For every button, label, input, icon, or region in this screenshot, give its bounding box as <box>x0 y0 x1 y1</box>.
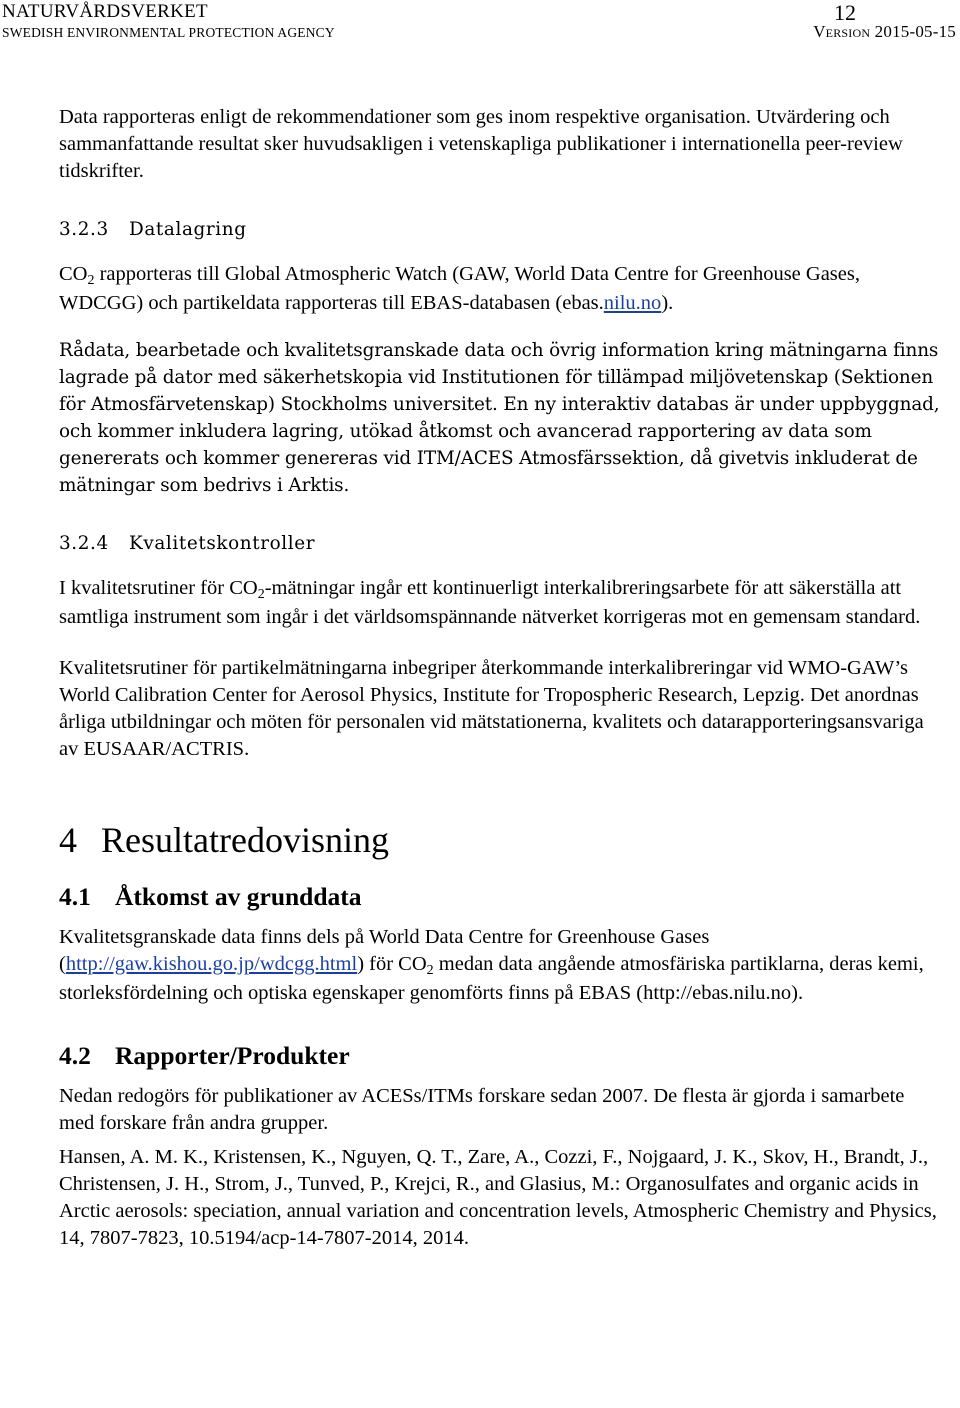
wdcgg-link[interactable]: http://gaw.kishou.go.jp/wdcgg.html <box>65 953 358 975</box>
section-3-2-3-heading <box>59 216 940 243</box>
nilu-link[interactable]: nilu.no <box>603 292 662 314</box>
subscript: 2 <box>257 587 265 602</box>
document-body <box>59 104 940 1252</box>
page-number: 12 <box>834 0 856 25</box>
section-title: Åtkomst av grunddata <box>115 882 362 911</box>
subscript: 2 <box>426 963 434 978</box>
section-title: Resultatredovisning <box>101 820 389 860</box>
section-title: Rapporter/Produkter <box>115 1041 350 1070</box>
section-number: 4.2 <box>59 1041 91 1070</box>
text-span: rapporteras till Global Atmospheric Watch (GAW, World Data Centre for Greenhouse Gases, WDCGG) och partikeldata rapporteras till EBAS-databasen (ebas. <box>59 263 860 314</box>
section-3-2-4-heading <box>59 530 940 557</box>
section-number: 3.2.3 <box>59 219 109 240</box>
datalagring-paragraph-2 <box>59 337 940 499</box>
rapporter-paragraph: Nedan redogörs för publikationer av ACESs/ITMs forskare sedan 2007. De flesta är gjorda i samarbete med forskare från andra grupper. <box>59 1085 905 1134</box>
text-span: medan data angående atmosfäriska partiklarna, deras kemi, storleksfördelning och optiska egenskaper genomförts finns på EBAS (http://ebas.nilu.no). <box>59 953 924 1004</box>
text-span: I kvalitetsrutiner för CO <box>59 577 258 599</box>
reference-1: Hansen, A. M. K., Kristensen, K., Nguyen, Q. T., Zare, A., Cozzi, F., Nojgaard, J. K., Skov, H., Brandt, J., Christensen, J. H., Strom, J., Tunved, P., Krejci, R., and Glasius, M.: Organosulfates and organic acids in Arctic aerosols: speciation, annual variation and concentration levels, Atmospheric Chemistry and Physics, 14, 7807-7823, 10.5194/acp-14-7807-2014, 2014. <box>59 1146 937 1249</box>
text-span: En ny interaktiv databas är under uppbyggnad, och kommer inkludera lagring, utökad åtkomst och avancerad rapportering av data som genererats och kommer genereras vid ITM/ACES Atmosfärssektion, då givetvis inkluderat de mätningar som bedrivs i Arktis. <box>59 394 940 496</box>
section-number: 4 <box>59 820 77 860</box>
text-span: CO <box>59 263 88 285</box>
section-4-2-heading <box>59 1041 940 1071</box>
header-organization: NATURVÅRDSVERKET <box>2 1 208 22</box>
grunddata-paragraph <box>59 924 940 1007</box>
text-span: ). <box>661 292 674 314</box>
text-span: ) för CO <box>357 953 427 975</box>
text-span: Kvalitetsgranskade data finns dels på World Data Centre for Greenhouse Gases ( <box>59 926 710 975</box>
datalagring-paragraph-1 <box>59 261 940 317</box>
kvalitet-paragraph-1 <box>59 575 940 631</box>
kvalitet-paragraph-2: Kvalitetsrutiner för partikelmätningarna inbegriper återkommande interkalibreringar vid WMO-GAW’s World Calibration Center for Aerosol Physics, Institute for Tropospheric Research, Lepzig. Det anordnas årliga utbildningar och möten för personalen vid mätstationerna, kvalitets och datarapporteringsansvariga av EUSAAR/ACTRIS. <box>59 657 924 760</box>
section-number: 3.2.4 <box>59 533 109 554</box>
header-agency: SWEDISH ENVIRONMENTAL PROTECTION AGENCY <box>2 25 335 40</box>
section-title: Kvalitetskontroller <box>129 533 316 554</box>
intro-paragraph: Data rapporteras enligt de rekommendationer som ges inom respektive organisation. Utvärdering och sammanfattande resultat sker huvudsakligen i vetenskapliga publikationer i internationella peer-review tidskrifter. <box>59 106 903 182</box>
section-4-1-heading <box>59 882 940 912</box>
section-title: Datalagring <box>129 219 247 240</box>
section-4-heading <box>59 820 940 860</box>
subscript: 2 <box>87 273 95 288</box>
section-number: 4.1 <box>59 882 91 911</box>
text-span: -mätningar ingår ett kontinuerligt interkalibreringsarbete för att säkerställa att samtliga instrument som ingår i det världsomspännande nätverket korrigeras mot en gemensam standard. <box>59 577 921 628</box>
text-span: Rådata, bearbetade och kvalitetsgranskade data och övrig information kring mätningarna finns lagrade på dator med säkerhetskopia vid Institutionen för tillämpad miljövetenskap (Sektionen för Atmosfärvetenskap) Stockholms universitet. <box>59 340 939 415</box>
header-version: Version 2015-05-15 <box>813 22 956 41</box>
